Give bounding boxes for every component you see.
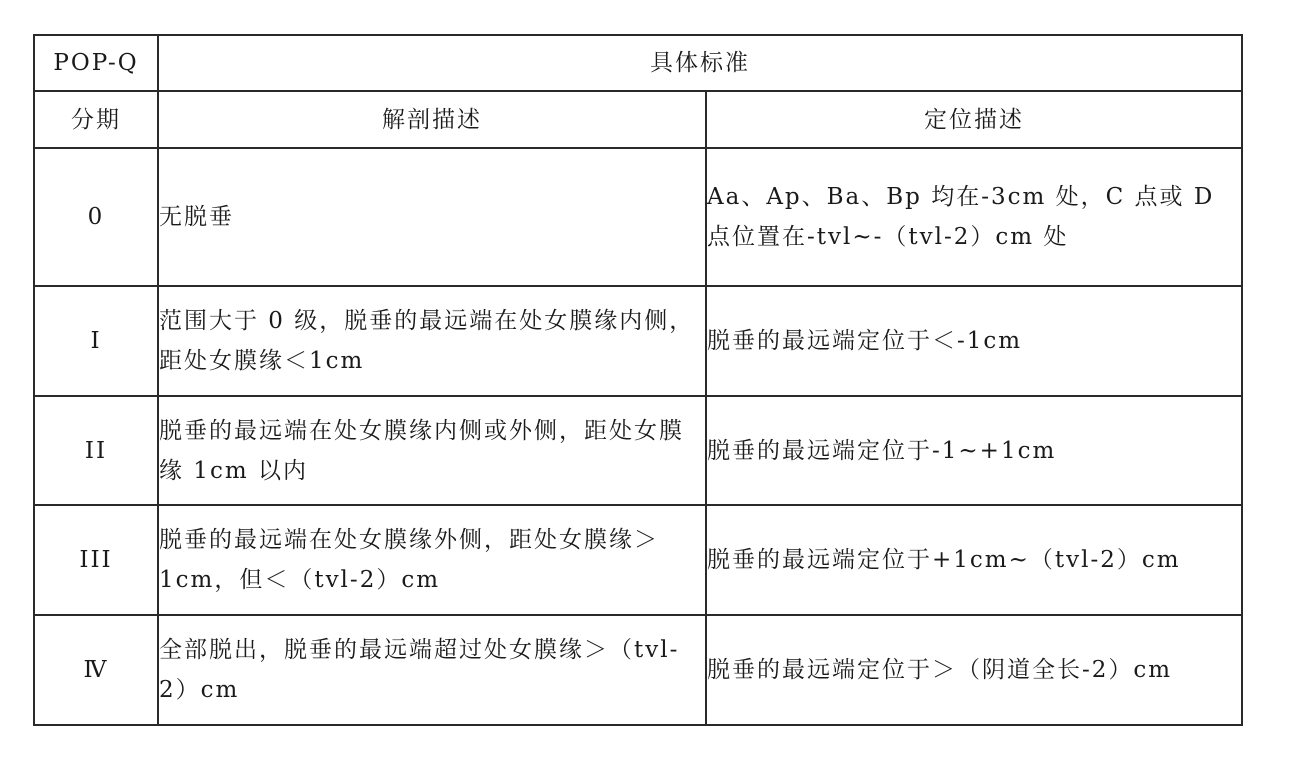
anatomic-cell: 无脱垂 bbox=[158, 148, 706, 286]
subheader-position: 定位描述 bbox=[706, 91, 1242, 148]
subheader-stage: 分期 bbox=[34, 91, 158, 148]
position-cell: Aa、Ap、Ba、Bp 均在-3cm 处，C 点或 D 点位置在-tvl~-（tvl-2）cm 处 bbox=[706, 148, 1242, 286]
pop-q-staging-table bbox=[33, 34, 1243, 726]
stage-cell: 0 bbox=[34, 148, 158, 286]
stage-cell: Ⅳ bbox=[34, 615, 158, 725]
table-row bbox=[34, 505, 1242, 615]
anatomic-cell: 脱垂的最远端在处女膜缘外侧，距处女膜缘＞1cm，但＜（tvl-2）cm bbox=[158, 505, 706, 615]
position-cell: 脱垂的最远端定位于＞（阴道全长-2）cm bbox=[706, 615, 1242, 725]
position-cell: 脱垂的最远端定位于-1~+1cm bbox=[706, 396, 1242, 505]
table-row bbox=[34, 286, 1242, 396]
header-criteria: 具体标准 bbox=[158, 35, 1242, 91]
stage-cell: III bbox=[34, 505, 158, 615]
stage-cell: I bbox=[34, 286, 158, 396]
header-pop-q: POP-Q bbox=[34, 35, 158, 91]
position-cell: 脱垂的最远端定位于+1cm~（tvl-2）cm bbox=[706, 505, 1242, 615]
table-row bbox=[34, 615, 1242, 725]
subheader-anatomic: 解剖描述 bbox=[158, 91, 706, 148]
stage-cell: II bbox=[34, 396, 158, 505]
anatomic-cell: 范围大于 0 级，脱垂的最远端在处女膜缘内侧，距处女膜缘＜1cm bbox=[158, 286, 706, 396]
anatomic-cell: 全部脱出，脱垂的最远端超过处女膜缘＞（tvl-2）cm bbox=[158, 615, 706, 725]
table-row bbox=[34, 396, 1242, 505]
table-subheader-row bbox=[34, 91, 1242, 148]
anatomic-cell: 脱垂的最远端在处女膜缘内侧或外侧，距处女膜缘 1cm 以内 bbox=[158, 396, 706, 505]
table-header-row bbox=[34, 35, 1242, 91]
position-cell: 脱垂的最远端定位于＜-1cm bbox=[706, 286, 1242, 396]
table-row bbox=[34, 148, 1242, 286]
